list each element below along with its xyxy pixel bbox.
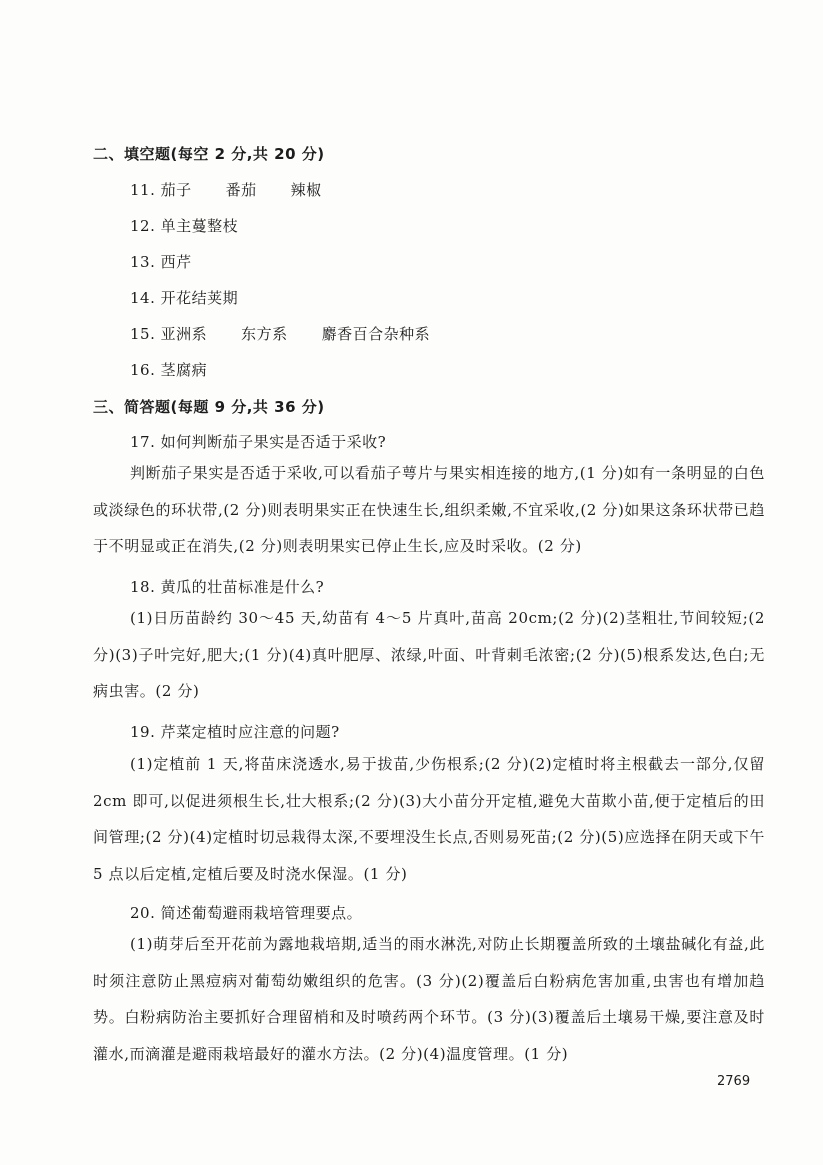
item-number: 15. [130, 325, 156, 343]
answer-16 [130, 359, 207, 380]
question-17: 17. 如何判断茄子果实是否适于采收? [130, 433, 387, 451]
answer-text: 西芹 [160, 253, 192, 271]
answer-13 [130, 251, 192, 272]
answer-text: 辣椒 [290, 181, 322, 199]
question-20: 20. 简述葡萄避雨栽培管理要点。 [130, 904, 363, 922]
section-2-heading: 二、填空题(每空 2 分,共 20 分) [93, 145, 325, 163]
answer-11 [130, 179, 322, 200]
answer-text: 茄子 [160, 181, 192, 199]
item-number: 14. [130, 289, 156, 307]
answer-20: (1)萌芽后至开花前为露地栽培期,适当的雨水淋洗,对防止长期覆盖所致的土壤盐碱化有益,此时须注意防止黑痘病对葡萄幼嫩组织的危害。(3 分)(2)覆盖后白粉病危害加重,虫害也有增加趋势。白粉病防治主要抓好合理留梢和及时喷药两个环节。(3 分)(3)覆盖后土壤易干燥,要注意及时灌水,而滴灌是避雨栽培最好的灌水方法。(2 分)(4)温度管理。(1 分) [93, 935, 765, 1063]
section-3-heading: 三、简答题(每题 9 分,共 36 分) [93, 398, 325, 416]
answer-text: 东方系 [241, 325, 288, 343]
item-number: 11. [130, 181, 156, 199]
answer-text: 番茄 [225, 181, 257, 199]
question-18: 18. 黄瓜的壮苗标准是什么? [130, 578, 325, 596]
item-number: 13. [130, 253, 156, 271]
item-number: 12. [130, 217, 156, 235]
answer-14 [130, 287, 238, 308]
answer-15 [130, 323, 430, 344]
item-number: 16. [130, 361, 156, 379]
answer-12 [130, 215, 238, 236]
answer-17: 判断茄子果实是否适于采收,可以看茄子萼片与果实相连接的地方,(1 分)如有一条明显的白色或淡绿色的环状带,(2 分)则表明果实正在快速生长,组织柔嫩,不宜采收,(2 分)如果这条环状带已趋于不明显或正在消失,(2 分)则表明果实已停止生长,应及时采收。(2 分) [93, 464, 765, 556]
answer-text: 麝香百合杂种系 [321, 325, 431, 343]
answer-text: 茎腐病 [160, 361, 208, 379]
page-number: 2769 [717, 1074, 751, 1089]
question-19: 19. 芹菜定植时应注意的问题? [130, 723, 340, 741]
answer-18: (1)日历苗龄约 30～45 天,幼苗有 4～5 片真叶,苗高 20cm;(2 分)(2)茎粗壮,节间较短;(2 分)(3)子叶完好,肥大;(1 分)(4)真叶肥厚、浓绿,叶面、叶背刺毛浓密;(2 分)(5)根系发达,色白;无病虫害。(2 分) [93, 609, 765, 701]
answer-text: 单主蔓整枝 [160, 217, 239, 235]
answer-text: 亚洲系 [160, 325, 208, 343]
answer-text: 开花结荚期 [160, 289, 239, 307]
answer-19: (1)定植前 1 天,将苗床浇透水,易于拔苗,少伤根系;(2 分)(2)定植时将主根截去一部分,仅留 2cm 即可,以促进须根生长,壮大根系;(2 分)(3)大小苗分开定植,避免大苗欺小苗,便于定植后的田间管理;(2 分)(4)定植时切忌栽得太深,不要埋没生长点,否则易死苗;(2 分)(5)应选择在阴天或下午 5 点以后定植,定植后要及时浇水保湿。(1 分) [93, 755, 765, 883]
